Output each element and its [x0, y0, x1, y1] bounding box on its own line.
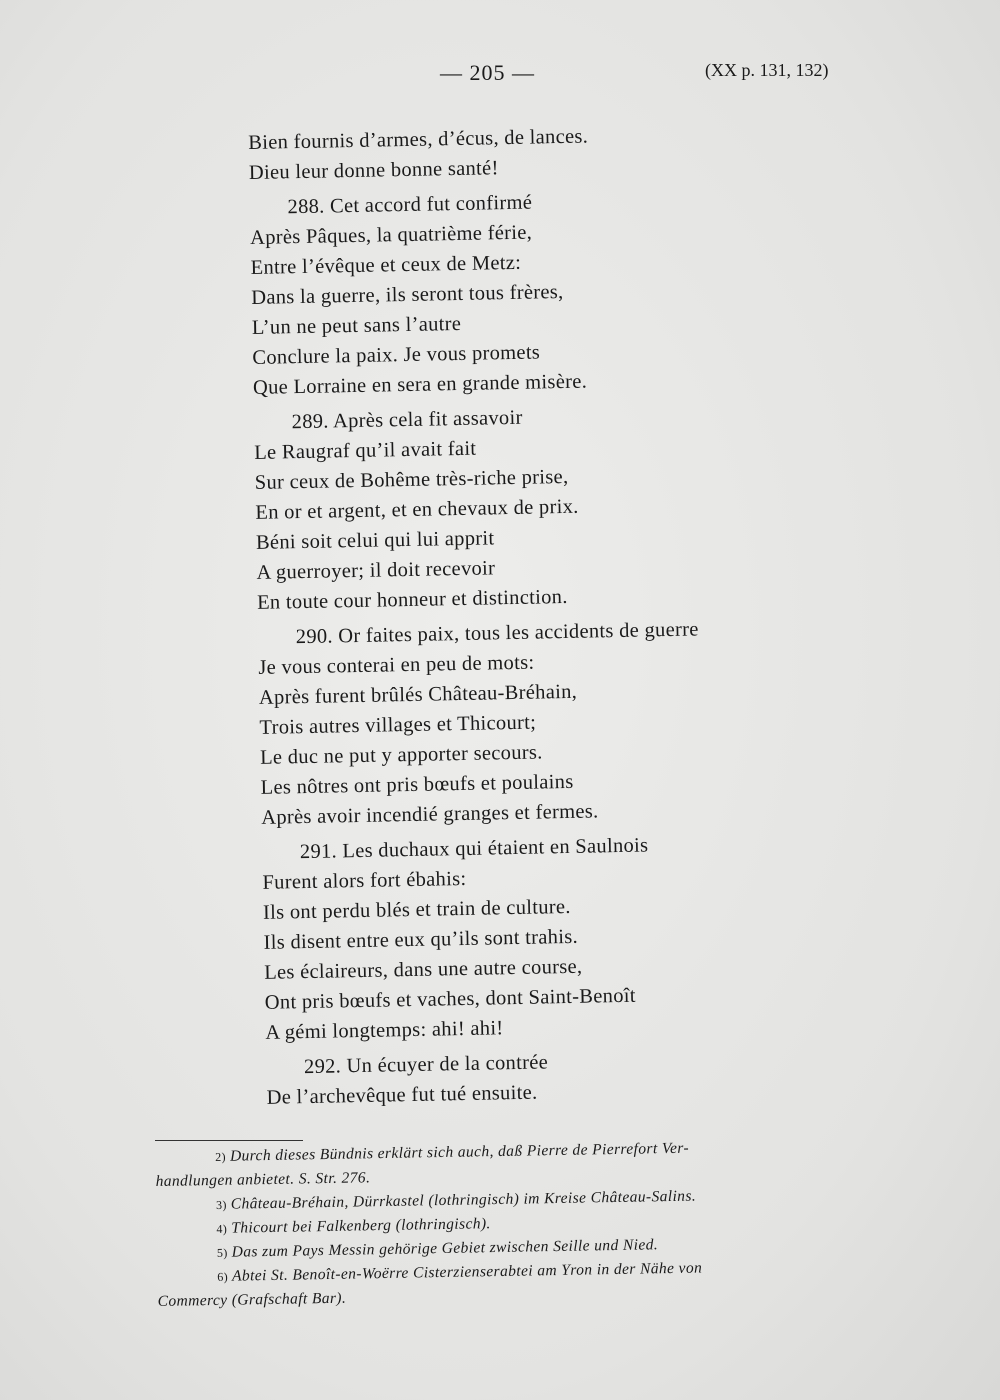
verse-line: A guerroyer; il doit recevoir: [256, 557, 496, 584]
stanza-288-first-line: 288. Cet accord fut confirmé: [287, 191, 533, 219]
verse-line: Entre l’évêque et ceux de Metz:: [250, 251, 522, 279]
footnote-number: 3): [215, 1197, 227, 1212]
verse-line: Après furent brûlés Château-Bréhain,: [258, 680, 578, 709]
verse-line: Après avoir incendié granges et fermes.: [261, 800, 599, 829]
footnote-text: Durch dieses Bündnis erklärt sich auch, daß Pierre de Pierrefort Ver-: [229, 1139, 690, 1165]
page-number: — 205 —: [440, 60, 535, 85]
verse-line: Je vous conterai en peu de mots:: [258, 651, 535, 679]
section-reference: (XX p. 131, 132): [705, 60, 829, 80]
verse-line: Furent alors fort ébahis:: [262, 867, 467, 894]
footnotes: [155, 1133, 888, 1314]
footnote-number: 6): [217, 1269, 229, 1284]
verse-text: [248, 116, 867, 1112]
verse-line: Après Pâques, la quatrième férie,: [249, 221, 533, 249]
footnote-text: handlungen anbietet. S. Str. 276.: [155, 1169, 371, 1190]
verse-line: Conclure la paix. Je vous promets: [252, 341, 541, 369]
verse-line: Le duc ne put y apporter secours.: [259, 741, 543, 769]
verse-line: Ils ont perdu blés et train de culture.: [262, 895, 571, 924]
verse-line: Les éclaireurs, dans une autre course,: [264, 955, 583, 984]
running-head: [0, 60, 1000, 90]
footnote-text: Abtei St. Benoît-en-Woërre Cisterzienserabtei am Yron in der Nähe von: [231, 1259, 703, 1285]
footnote-number: 4): [216, 1221, 228, 1236]
verse-line: L’un ne peut sans l’autre: [251, 312, 462, 339]
footnote-text: Commercy (Grafschaft Bar).: [157, 1289, 347, 1310]
stanza-289-first-line: 289. Après cela fit assavoir: [291, 406, 523, 434]
verse-line: Le Raugraf qu’il avait fait: [254, 437, 477, 464]
footnote-text: Château-Bréhain, Dürrkastel (lothringisch) im Kreise Château-Salins.: [230, 1187, 697, 1213]
verse-line: En toute cour honneur et distinction.: [256, 585, 568, 614]
verse-line: Ils disent entre eux qu’ils sont trahis.: [263, 925, 579, 954]
verse-line: Bien fournis d’armes, d’écus, de lances.: [248, 125, 589, 154]
verse-line: Les nôtres ont pris bœufs et poulains: [260, 770, 574, 799]
footnote-number: 2): [215, 1149, 227, 1164]
footnote-text: Thicourt bei Falkenberg (lothringisch).: [231, 1215, 491, 1237]
verse-line: Ont pris bœufs et vaches, dont Saint-Benoît: [264, 984, 636, 1014]
stanza-291-first-line: 291. Les duchaux qui étaient en Saulnois: [299, 834, 649, 864]
verse-line: Béni soit celui qui lui apprit: [255, 527, 495, 554]
stanza-290-first-line: 290. Or faites paix, tous les accidents de guerre: [295, 618, 699, 649]
verse-line: Trois autres villages et Thicourt;: [259, 711, 537, 739]
verse-line: Dans la guerre, ils seront tous frères,: [251, 280, 564, 309]
verse-line: Dieu leur donne bonne santé!: [248, 157, 499, 184]
footnote-text: Das zum Pays Messin gehörige Gebiet zwischen Seille und Nied.: [231, 1236, 659, 1261]
footnote-divider: [155, 1140, 303, 1141]
verse-line: De l’archevêque fut tué ensuite.: [266, 1081, 538, 1109]
verse-line: Sur ceux de Bohême très-riche prise,: [254, 465, 569, 494]
verse-line: A gémi longtemps: ahi! ahi!: [265, 1017, 504, 1044]
verse-line: En or et argent, et en chevaux de prix.: [255, 495, 579, 524]
footnote-number: 5): [216, 1245, 228, 1260]
stanza-292-first-line: 292. Un écuyer de la contrée: [303, 1051, 549, 1079]
verse-line: Que Lorraine en sera en grande misère.: [252, 370, 588, 399]
